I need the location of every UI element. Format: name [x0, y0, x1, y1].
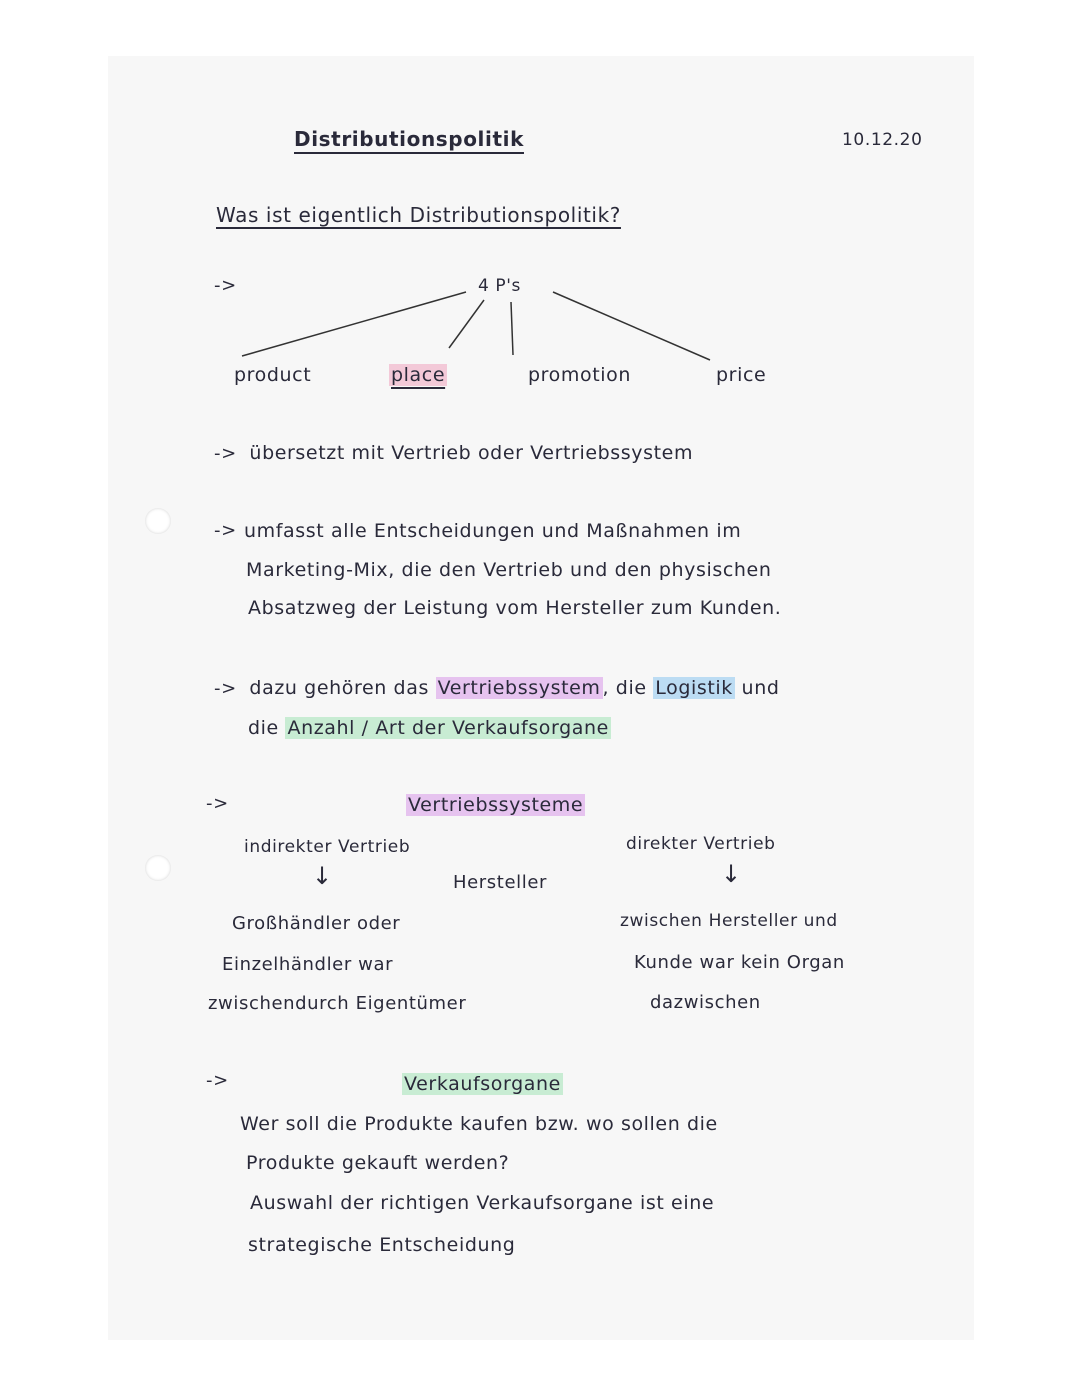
direct-down-arrow-icon: ↓ — [721, 860, 742, 888]
direct-line-2: Kunde war kein Organ — [634, 952, 845, 973]
indirect-title: indirekter Vertrieb — [244, 837, 411, 857]
indirect-line-1: Großhändler oder — [232, 913, 401, 934]
translation-text: übersetzt mit Vertrieb oder Vertriebssystem — [249, 442, 694, 464]
translation-line — [214, 442, 693, 464]
components-pre: dazu gehören das — [249, 677, 436, 699]
indirect-down-arrow-icon: ↓ — [312, 862, 333, 890]
vertriebssysteme-heading-label: Vertriebssysteme — [408, 794, 584, 816]
components-line2-pre: die — [248, 717, 286, 739]
p-product: product — [234, 364, 312, 386]
question-heading: Was ist eigentlich Distributionspolitik? — [216, 203, 621, 227]
four-ps-root: 4 P's — [478, 276, 522, 296]
indirect-line-2: Einzelhändler war — [222, 954, 394, 975]
page-title: Distributionspolitik — [294, 127, 524, 151]
arrow-marker: -> — [214, 443, 237, 464]
p-place — [389, 364, 447, 386]
definition-line-2: Marketing-Mix, die den Vertrieb und den physischen — [246, 559, 772, 581]
p-promotion: promotion — [528, 364, 632, 386]
p-place-label: place — [391, 364, 446, 386]
center-hersteller: Hersteller — [453, 872, 547, 893]
verkaufsorgane-line-2: Produkte gekauft werden? — [246, 1152, 510, 1174]
highlight-vertriebssystem: Vertriebssystem — [437, 677, 601, 699]
punch-hole-top — [145, 508, 171, 534]
direct-title: direkter Vertrieb — [626, 834, 776, 854]
verkaufsorgane-heading-label: Verkaufsorgane — [404, 1073, 561, 1095]
arrow-marker: -> — [214, 678, 237, 699]
arrow-marker: -> — [206, 1070, 229, 1091]
verkaufsorgane-line-1: Wer soll die Produkte kaufen bzw. wo sollen die — [240, 1113, 718, 1135]
components-line-1 — [214, 677, 780, 699]
verkaufsorgane-line-4: strategische Entscheidung — [248, 1234, 516, 1256]
components-post: und — [734, 677, 780, 699]
components-mid: , die — [602, 677, 654, 699]
vertriebssysteme-heading — [406, 794, 585, 816]
definition-line-1: umfasst alle Entscheidungen und Maßnahmen im — [244, 520, 742, 542]
indirect-line-3: zwischendurch Eigentümer — [208, 993, 467, 1014]
definition-line-3: Absatzweg der Leistung vom Hersteller zum Kunden. — [248, 597, 782, 619]
verkaufsorgane-heading — [402, 1073, 563, 1095]
highlight-logistik: Logistik — [655, 677, 733, 699]
highlight-verkaufsorgane: Anzahl / Art der Verkaufsorgane — [287, 717, 609, 739]
p-price: price — [716, 364, 767, 386]
verkaufsorgane-line-3: Auswahl der richtigen Verkaufsorgane ist eine — [250, 1192, 715, 1214]
arrow-marker: -> — [206, 793, 229, 814]
direct-line-1: zwischen Hersteller und — [620, 911, 838, 931]
date: 10.12.20 — [842, 130, 923, 150]
arrow-marker: -> — [214, 520, 237, 541]
arrow-marker: -> — [214, 275, 237, 296]
direct-line-3: dazwischen — [650, 992, 761, 1013]
punch-hole-bottom — [145, 855, 171, 881]
components-line-2 — [248, 717, 611, 739]
